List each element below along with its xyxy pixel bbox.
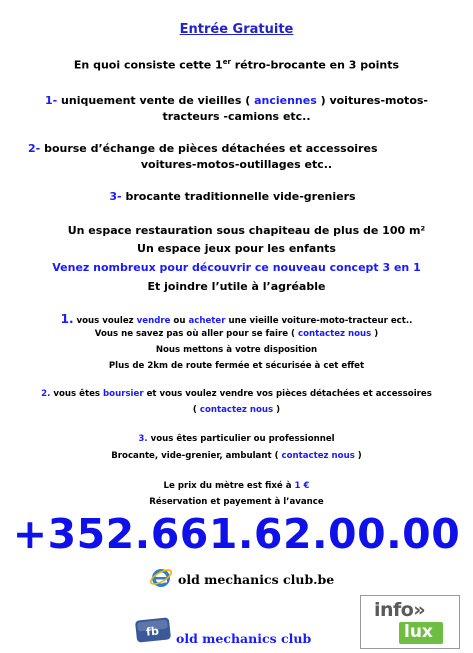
joindre-text: Et joindre l’utile à l’agréable xyxy=(147,280,326,293)
section-2-line-2: ( contactez nous ) xyxy=(192,405,281,415)
price-text: Le prix du mètre est fixé à 1 € xyxy=(163,481,310,491)
section-3-line-1: 3. vous êtes particulier ou professionnel xyxy=(138,434,335,444)
infolux-logo: info» lux xyxy=(360,595,460,649)
section-1-line-4: Plus de 2km de route fermée et sécurisée à cet effet xyxy=(108,361,365,371)
section-3-line-2: Brocante, vide-grenier, ambulant ( contactez nous ) xyxy=(111,451,362,461)
svg-text:fb: fb xyxy=(145,624,160,639)
facebook-link[interactable]: old mechanics club xyxy=(176,631,312,646)
point-1: 1- uniquement vente de vieilles ( anciennes ) voitures-motos- xyxy=(44,94,428,107)
section-1-line-1: 1. vous voulez vendre ou acheter une vieille voiture-moto-tracteur ect.. xyxy=(60,312,413,326)
website-link[interactable]: old mechanics club.be xyxy=(178,572,335,587)
section-1-line-2: Vous ne savez pas où aller pour se faire ( contactez nous ) xyxy=(94,329,379,339)
point-2: 2- bourse d’échange de pièces détachées et accessoires xyxy=(28,142,378,155)
ie-icon xyxy=(149,566,173,590)
phone-number[interactable]: +352.661.62.00.00 xyxy=(12,510,461,558)
point-1-cont: tracteurs -camions etc.. xyxy=(162,110,311,123)
page-title: Entrée Gratuite xyxy=(179,22,294,37)
intro-heading: En quoi consiste cette 1er rétro-brocante en 3 points xyxy=(73,58,400,72)
contact-link[interactable]: contactez nous xyxy=(297,329,372,339)
point-2-cont: voitures-motos-outillages etc.. xyxy=(140,158,333,171)
venez-text: Venez nombreux pour découvrir ce nouveau concept 3 en 1 xyxy=(52,261,421,274)
section-1-line-3: Nous mettons à votre disposition xyxy=(155,345,318,355)
point-3: 3- brocante traditionnelle vide-greniers xyxy=(109,190,356,203)
jeux-text: Un espace jeux pour les enfants xyxy=(137,242,336,255)
restauration-text: Un espace restauration sous chapiteau de plus de 100 m² xyxy=(67,224,426,237)
reservation-text: Réservation et payement à l’avance xyxy=(149,497,324,507)
contact-link[interactable]: contactez nous xyxy=(281,451,355,461)
facebook-icon xyxy=(134,616,172,644)
section-2-line-1: 2. vous êtes boursier et vous voulez vendre vos pièces détachées et accessoires xyxy=(41,389,432,399)
contact-link[interactable]: contactez nous xyxy=(199,405,274,415)
